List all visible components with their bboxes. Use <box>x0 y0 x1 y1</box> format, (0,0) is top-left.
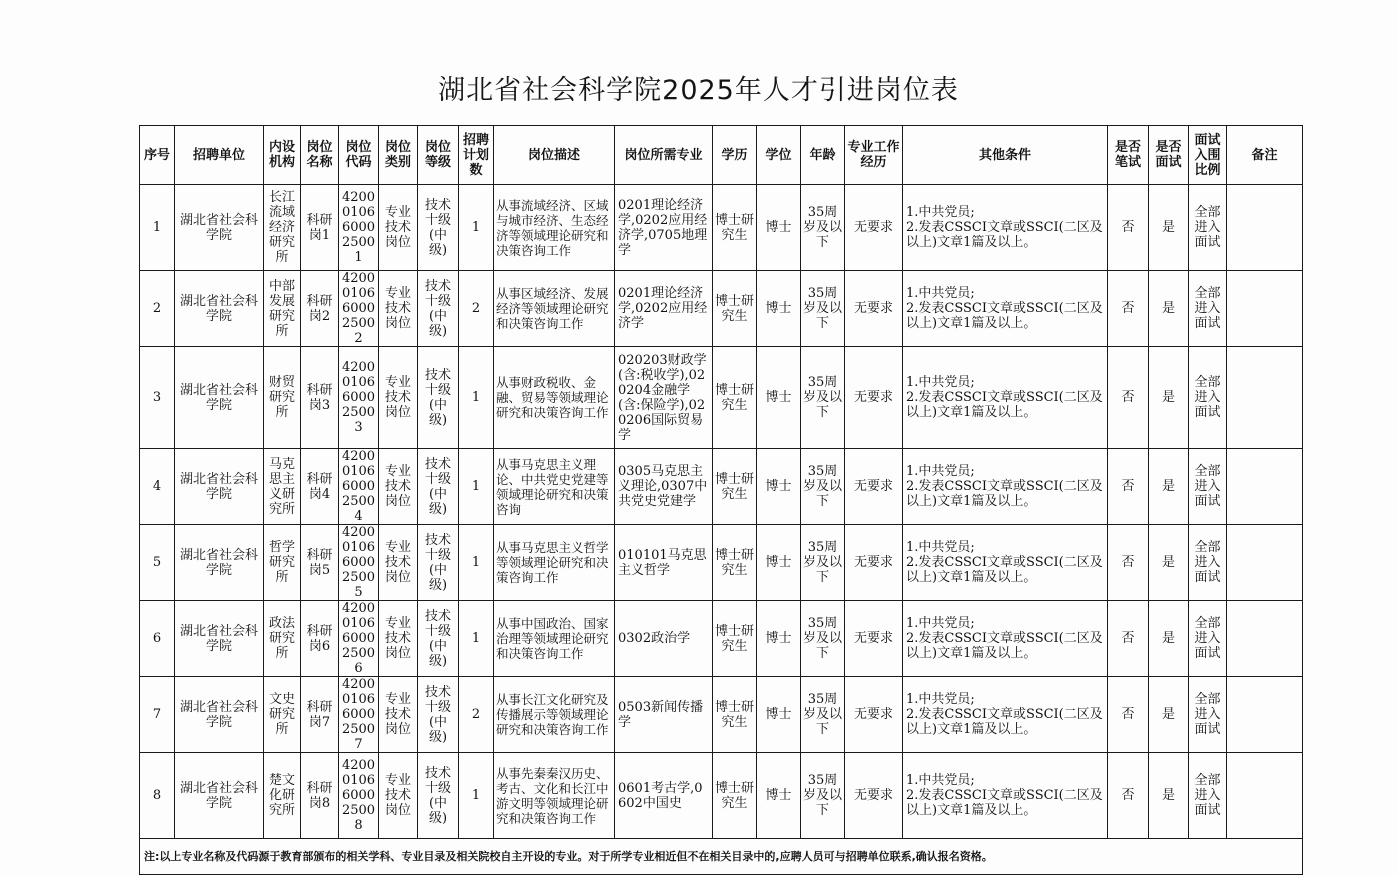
other-condition-2: 2.发表CSSCI文章或SSCI(二区及以上)文章1篇及以上。 <box>906 555 1103 585</box>
other-condition-2: 2.发表CSSCI文章或SSCI(二区及以上)文章1篇及以上。 <box>906 301 1103 331</box>
other-condition-2: 2.发表CSSCI文章或SSCI(二区及以上)文章1篇及以上。 <box>906 631 1103 661</box>
row-seq: 4 <box>140 449 175 525</box>
row-written: 否 <box>1108 449 1149 525</box>
row-seq: 5 <box>140 525 175 601</box>
row-remark <box>1227 677 1303 753</box>
row-edu: 博士研究生 <box>713 449 757 525</box>
other-condition-1: 1.中共党员; <box>906 375 975 390</box>
table-row <box>140 601 1303 677</box>
row-age: 35周岁及以下 <box>801 185 845 271</box>
row-major: 020203财政学(含:税收学),020204金融学(含:保险学),020206国际贸易学 <box>615 347 713 449</box>
row-interview: 是 <box>1149 185 1189 271</box>
row-pos-level: 技术十级(中级) <box>418 347 459 449</box>
other-condition-1: 1.中共党员; <box>906 286 975 301</box>
row-desc: 从事区域经济、发展经济等领域理论研究和决策咨询工作 <box>494 271 615 347</box>
row-major: 0601考古学,0602中国史 <box>615 753 713 839</box>
row-pos-type: 专业技术岗位 <box>379 525 418 601</box>
header-other: 其他条件 <box>903 126 1108 185</box>
other-condition-1: 1.中共党员; <box>906 692 975 707</box>
other-condition-2: 2.发表CSSCI文章或SSCI(二区及以上)文章1篇及以上。 <box>906 220 1103 250</box>
row-exp: 无要求 <box>845 677 903 753</box>
row-pos-level: 技术十级(中级) <box>418 677 459 753</box>
header-desc: 岗位描述 <box>494 126 615 185</box>
row-interview: 是 <box>1149 601 1189 677</box>
row-unit: 湖北省社会科学院 <box>175 677 264 753</box>
other-condition-1: 1.中共党员; <box>906 464 975 479</box>
row-major: 010101马克思主义哲学 <box>615 525 713 601</box>
header-exp: 专业工作经历 <box>845 126 903 185</box>
row-plan: 1 <box>459 185 494 271</box>
footnote-row <box>140 839 1303 875</box>
row-age: 35周岁及以下 <box>801 753 845 839</box>
row-pos-level: 技术十级(中级) <box>418 449 459 525</box>
row-exp: 无要求 <box>845 449 903 525</box>
row-interview: 是 <box>1149 677 1189 753</box>
row-ratio: 全部进入面试 <box>1189 753 1227 839</box>
row-pos-name: 科研岗8 <box>301 753 339 839</box>
row-pos-code: 42000106600025002 <box>339 271 379 347</box>
row-other <box>903 753 1108 839</box>
row-pos-level: 技术十级(中级) <box>418 271 459 347</box>
recruitment-table <box>139 125 1303 875</box>
row-dept: 马克思主义研究所 <box>264 449 301 525</box>
row-exp: 无要求 <box>845 185 903 271</box>
header-pos-code: 岗位代码 <box>339 126 379 185</box>
row-unit: 湖北省社会科学院 <box>175 185 264 271</box>
row-seq: 6 <box>140 601 175 677</box>
row-pos-code: 42000106600025003 <box>339 347 379 449</box>
row-ratio: 全部进入面试 <box>1189 525 1227 601</box>
row-age: 35周岁及以下 <box>801 347 845 449</box>
table-row <box>140 271 1303 347</box>
row-age: 35周岁及以下 <box>801 525 845 601</box>
row-desc: 从事长江文化研究及传播展示等领域理论研究和决策咨询工作 <box>494 677 615 753</box>
row-edu: 博士研究生 <box>713 601 757 677</box>
row-desc: 从事财政税收、金融、贸易等领域理论研究和决策咨询工作 <box>494 347 615 449</box>
row-unit: 湖北省社会科学院 <box>175 753 264 839</box>
row-written: 否 <box>1108 601 1149 677</box>
row-pos-name: 科研岗2 <box>301 271 339 347</box>
row-pos-level: 技术十级(中级) <box>418 601 459 677</box>
row-edu: 博士研究生 <box>713 347 757 449</box>
row-pos-code: 42000106600025004 <box>339 449 379 525</box>
row-major: 0201理论经济学,0202应用经济学,0705地理学 <box>615 185 713 271</box>
row-desc: 从事流域经济、区域与城市经济、生态经济等领域理论研究和决策咨询工作 <box>494 185 615 271</box>
row-dept: 文史研究所 <box>264 677 301 753</box>
header-ratio: 面试入围比例 <box>1189 126 1227 185</box>
row-dept: 楚文化研究所 <box>264 753 301 839</box>
row-degree: 博士 <box>757 525 801 601</box>
row-seq: 2 <box>140 271 175 347</box>
header-seq: 序号 <box>140 126 175 185</box>
row-ratio: 全部进入面试 <box>1189 185 1227 271</box>
header-plan: 招聘计划数 <box>459 126 494 185</box>
row-plan: 1 <box>459 753 494 839</box>
row-exp: 无要求 <box>845 347 903 449</box>
row-pos-name: 科研岗4 <box>301 449 339 525</box>
row-unit: 湖北省社会科学院 <box>175 271 264 347</box>
row-seq: 7 <box>140 677 175 753</box>
row-pos-type: 专业技术岗位 <box>379 677 418 753</box>
row-edu: 博士研究生 <box>713 185 757 271</box>
other-condition-1: 1.中共党员; <box>906 540 975 555</box>
row-pos-type: 专业技术岗位 <box>379 449 418 525</box>
row-written: 否 <box>1108 185 1149 271</box>
row-age: 35周岁及以下 <box>801 449 845 525</box>
row-dept: 哲学研究所 <box>264 525 301 601</box>
header-interview: 是否面试 <box>1149 126 1189 185</box>
row-remark <box>1227 525 1303 601</box>
row-pos-name: 科研岗3 <box>301 347 339 449</box>
row-unit: 湖北省社会科学院 <box>175 449 264 525</box>
row-exp: 无要求 <box>845 525 903 601</box>
row-pos-code: 42000106600025008 <box>339 753 379 839</box>
header-age: 年龄 <box>801 126 845 185</box>
row-pos-code: 42000106600025006 <box>339 601 379 677</box>
row-age: 35周岁及以下 <box>801 601 845 677</box>
row-plan: 1 <box>459 601 494 677</box>
other-condition-2: 2.发表CSSCI文章或SSCI(二区及以上)文章1篇及以上。 <box>906 390 1103 420</box>
row-desc: 从事马克思主义哲学等领域理论研究和决策咨询工作 <box>494 525 615 601</box>
row-ratio: 全部进入面试 <box>1189 601 1227 677</box>
row-degree: 博士 <box>757 449 801 525</box>
row-pos-name: 科研岗5 <box>301 525 339 601</box>
row-remark <box>1227 347 1303 449</box>
row-remark <box>1227 271 1303 347</box>
row-degree: 博士 <box>757 185 801 271</box>
row-written: 否 <box>1108 753 1149 839</box>
row-plan: 1 <box>459 525 494 601</box>
row-degree: 博士 <box>757 271 801 347</box>
other-condition-2: 2.发表CSSCI文章或SSCI(二区及以上)文章1篇及以上。 <box>906 707 1103 737</box>
row-unit: 湖北省社会科学院 <box>175 525 264 601</box>
row-remark <box>1227 753 1303 839</box>
other-condition-1: 1.中共党员; <box>906 773 975 788</box>
row-pos-name: 科研岗1 <box>301 185 339 271</box>
table-row <box>140 753 1303 839</box>
row-pos-type: 专业技术岗位 <box>379 185 418 271</box>
row-pos-type: 专业技术岗位 <box>379 753 418 839</box>
row-other <box>903 677 1108 753</box>
row-edu: 博士研究生 <box>713 525 757 601</box>
row-other <box>903 449 1108 525</box>
row-other <box>903 271 1108 347</box>
table-row <box>140 677 1303 753</box>
table-row <box>140 525 1303 601</box>
header-pos-type: 岗位类别 <box>379 126 418 185</box>
row-edu: 博士研究生 <box>713 271 757 347</box>
row-degree: 博士 <box>757 347 801 449</box>
row-pos-type: 专业技术岗位 <box>379 271 418 347</box>
other-condition-1: 1.中共党员; <box>906 205 975 220</box>
other-condition-2: 2.发表CSSCI文章或SSCI(二区及以上)文章1篇及以上。 <box>906 479 1103 509</box>
row-degree: 博士 <box>757 601 801 677</box>
row-pos-type: 专业技术岗位 <box>379 601 418 677</box>
row-interview: 是 <box>1149 753 1189 839</box>
row-ratio: 全部进入面试 <box>1189 347 1227 449</box>
table-row <box>140 449 1303 525</box>
row-pos-code: 42000106600025001 <box>339 185 379 271</box>
row-unit: 湖北省社会科学院 <box>175 601 264 677</box>
row-interview: 是 <box>1149 449 1189 525</box>
row-exp: 无要求 <box>845 271 903 347</box>
header-pos-level: 岗位等级 <box>418 126 459 185</box>
row-dept: 财贸研究所 <box>264 347 301 449</box>
row-written: 否 <box>1108 525 1149 601</box>
header-major: 岗位所需专业 <box>615 126 713 185</box>
row-remark <box>1227 185 1303 271</box>
row-ratio: 全部进入面试 <box>1189 271 1227 347</box>
other-condition-2: 2.发表CSSCI文章或SSCI(二区及以上)文章1篇及以上。 <box>906 788 1103 818</box>
header-dept: 内设机构 <box>264 126 301 185</box>
row-plan: 2 <box>459 677 494 753</box>
footnote: 注:以上专业名称及代码源于教育部颁布的相关学科、专业目录及相关院校自主开设的专业。对于所学专业相近但不在相关目录中的,应聘人员可与招聘单位联系,确认报名资格。 <box>140 839 1303 875</box>
row-degree: 博士 <box>757 753 801 839</box>
row-pos-code: 42000106600025005 <box>339 525 379 601</box>
header-written: 是否笔试 <box>1108 126 1149 185</box>
row-pos-type: 专业技术岗位 <box>379 347 418 449</box>
row-ratio: 全部进入面试 <box>1189 677 1227 753</box>
row-dept: 长江流域经济研究所 <box>264 185 301 271</box>
row-plan: 1 <box>459 449 494 525</box>
row-interview: 是 <box>1149 525 1189 601</box>
row-written: 否 <box>1108 271 1149 347</box>
row-major: 0201理论经济学,0202应用经济学 <box>615 271 713 347</box>
row-major: 0302政治学 <box>615 601 713 677</box>
row-ratio: 全部进入面试 <box>1189 449 1227 525</box>
row-edu: 博士研究生 <box>713 677 757 753</box>
row-pos-level: 技术十级(中级) <box>418 753 459 839</box>
row-remark <box>1227 601 1303 677</box>
row-plan: 2 <box>459 271 494 347</box>
row-seq: 3 <box>140 347 175 449</box>
row-major: 0305马克思主义理论,0307中共党史党建学 <box>615 449 713 525</box>
header-edu: 学历 <box>713 126 757 185</box>
row-plan: 1 <box>459 347 494 449</box>
row-pos-name: 科研岗6 <box>301 601 339 677</box>
other-condition-1: 1.中共党员; <box>906 616 975 631</box>
row-other <box>903 525 1108 601</box>
header-remark: 备注 <box>1227 126 1303 185</box>
header-pos-name: 岗位名称 <box>301 126 339 185</box>
table-row <box>140 347 1303 449</box>
row-seq: 1 <box>140 185 175 271</box>
row-pos-level: 技术十级(中级) <box>418 185 459 271</box>
row-other <box>903 185 1108 271</box>
table-header-row <box>140 126 1303 185</box>
row-pos-code: 42000106600025007 <box>339 677 379 753</box>
row-edu: 博士研究生 <box>713 753 757 839</box>
row-age: 35周岁及以下 <box>801 677 845 753</box>
row-degree: 博士 <box>757 677 801 753</box>
row-other <box>903 347 1108 449</box>
row-exp: 无要求 <box>845 601 903 677</box>
row-pos-level: 技术十级(中级) <box>418 525 459 601</box>
row-dept: 政法研究所 <box>264 601 301 677</box>
row-interview: 是 <box>1149 271 1189 347</box>
row-age: 35周岁及以下 <box>801 271 845 347</box>
header-unit: 招聘单位 <box>175 126 264 185</box>
row-desc: 从事中国政治、国家治理等领域理论研究和决策咨询工作 <box>494 601 615 677</box>
row-interview: 是 <box>1149 347 1189 449</box>
row-desc: 从事先秦秦汉历史、考古、文化和长江中游文明等领域理论研究和决策咨询工作 <box>494 753 615 839</box>
row-written: 否 <box>1108 347 1149 449</box>
page-title: 湖北省社会科学院2025年人才引进岗位表 <box>438 75 959 106</box>
row-remark <box>1227 449 1303 525</box>
row-written: 否 <box>1108 677 1149 753</box>
row-exp: 无要求 <box>845 753 903 839</box>
row-seq: 8 <box>140 753 175 839</box>
row-dept: 中部发展研究所 <box>264 271 301 347</box>
table-row <box>140 185 1303 271</box>
header-degree: 学位 <box>757 126 801 185</box>
row-pos-name: 科研岗7 <box>301 677 339 753</box>
row-unit: 湖北省社会科学院 <box>175 347 264 449</box>
row-other <box>903 601 1108 677</box>
row-desc: 从事马克思主义理论、中共党史党建等领域理论研究和决策咨询 <box>494 449 615 525</box>
row-major: 0503新闻传播学 <box>615 677 713 753</box>
